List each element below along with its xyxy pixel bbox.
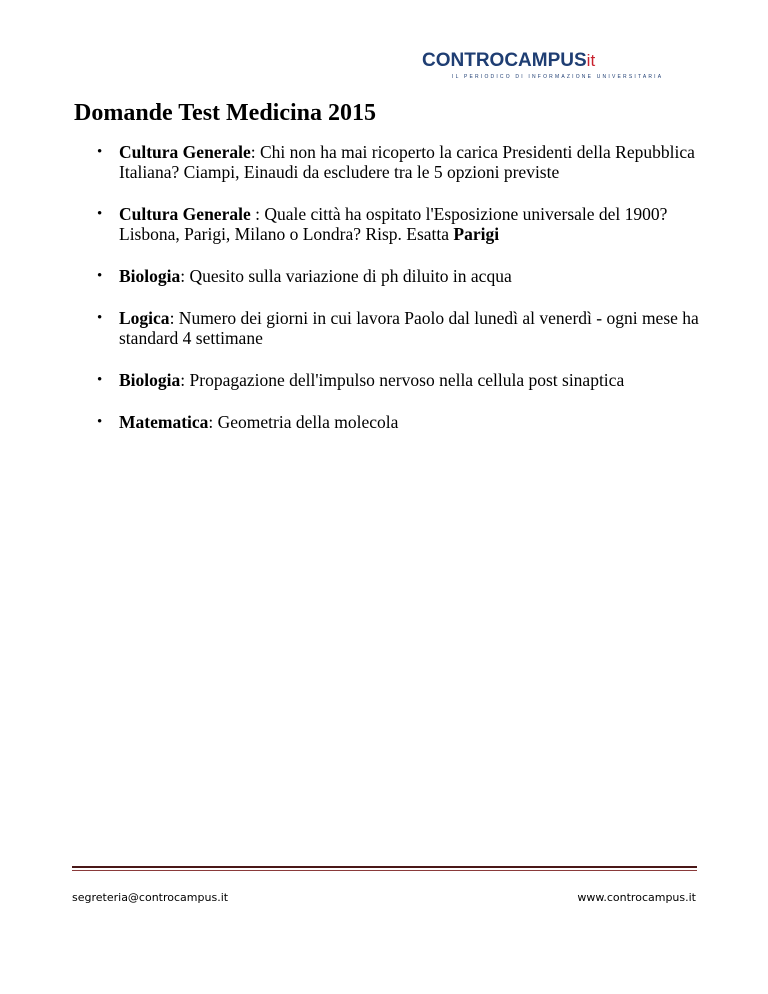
item-topic: Biologia: [119, 266, 181, 286]
footer-divider: [72, 866, 697, 868]
item-text: : Propagazione dell'impulso nervoso nella cellula post sinaptica: [180, 370, 625, 390]
bullet-icon: •: [97, 372, 103, 388]
list-item: [97, 370, 717, 390]
logo-name: CONTROCAMPUS: [422, 50, 587, 71]
bullet-icon: •: [97, 206, 103, 222]
item-topic: Logica: [119, 308, 170, 328]
item-topic: Matematica: [119, 412, 209, 432]
item-text: : Chi non ha mai ricoperto la carica Presidenti della Repubblica Italiana? Ciampi, Einaudi da escludere tra le 5 opzioni previste: [119, 142, 695, 182]
logo-wordmark: [422, 49, 595, 73]
logo-tagline: IL PERIODICO DI INFORMAZIONE UNIVERSITARIA: [452, 74, 664, 80]
bullet-icon: •: [97, 414, 103, 430]
item-text: : Numero dei giorni in cui lavora Paolo dal lunedì al venerdì - ogni mese ha standard 4 settimane: [119, 308, 699, 348]
item-topic: Biologia: [119, 370, 181, 390]
list-item: [97, 308, 717, 348]
list-item: [97, 266, 717, 286]
bullet-icon: •: [97, 310, 103, 326]
logo-suffix: it: [586, 51, 596, 70]
question-list: [97, 142, 717, 454]
bullet-icon: •: [97, 144, 103, 160]
item-text: : Quesito sulla variazione di ph diluito in acqua: [180, 266, 512, 286]
list-item: [97, 412, 717, 432]
footer-email[interactable]: segreteria@controcampus.it: [72, 891, 229, 904]
page-title: Domande Test Medicina 2015: [74, 100, 377, 126]
item-answer: Parigi: [453, 224, 500, 244]
item-text: : Quale città ha ospitato l'Esposizione universale del 1900? Lisbona, Parigi, Milano o Londra? Risp. Esatta: [119, 204, 668, 244]
list-item: [97, 204, 717, 244]
footer-divider-thin: [72, 870, 697, 871]
item-topic: Cultura Generale: [119, 204, 251, 224]
footer-website[interactable]: www.controcampus.it: [577, 891, 696, 904]
item-topic: Cultura Generale: [119, 142, 251, 162]
bullet-icon: •: [97, 268, 103, 284]
controcampus-logo: [422, 49, 712, 81]
item-text: : Geometria della molecola: [208, 412, 399, 432]
list-item: [97, 142, 717, 182]
